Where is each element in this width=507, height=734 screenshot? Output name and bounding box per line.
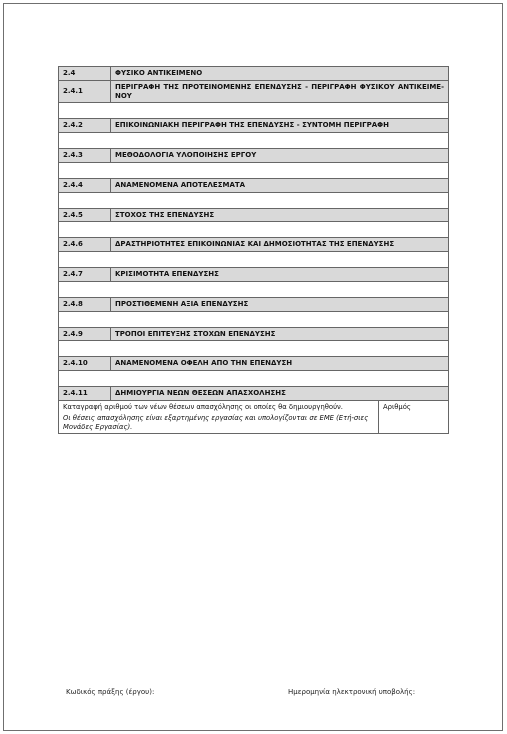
section-content-2-4-3 <box>59 162 449 178</box>
section-input-area[interactable] <box>59 341 449 357</box>
section-title: ΜΕΘΟΔΟΛΟΓΙΑ ΥΛΟΠΟΙΗΣΗΣ ΕΡΓΟΥ <box>111 149 449 163</box>
employment-note: Οι θέσεις απασχόλησης είναι εξαρτημένης εργασίας και υπολογίζονται σε ΕΜΕ (Ετή-σιες Μονάδες Εργασίας). <box>63 414 369 431</box>
section-number: 2.4.9 <box>59 327 111 341</box>
employment-count-label: Αριθμός <box>383 402 411 411</box>
main-section-title: ΦΥΣΙΚΟ ΑΝΤΙΚΕΙΜΕΝΟ <box>111 67 449 81</box>
section-row-2-4-7 <box>59 268 449 282</box>
section-row-2-4-8 <box>59 297 449 311</box>
section-input-area[interactable] <box>59 252 449 268</box>
section-content-2-4-6 <box>59 252 449 268</box>
section-content-2-4-10 <box>59 371 449 387</box>
section-row-2-4-10 <box>59 357 449 371</box>
submission-date-label: Ημερομηνία ηλεκτρονική υποβολής: <box>288 688 416 696</box>
section-content-2-4-9 <box>59 341 449 357</box>
section-title: ΣΤΟΧΟΣ ΤΗΣ ΕΠΕΝΔΥΣΗΣ <box>111 208 449 222</box>
section-input-area[interactable] <box>59 162 449 178</box>
section-row-2-4-3 <box>59 149 449 163</box>
section-number: 2.4.2 <box>59 119 111 133</box>
section-content-2-4-5 <box>59 222 449 238</box>
section-number: 2.4.4 <box>59 178 111 192</box>
section-title: ΠΕΡΙΓΡΑΦΗ ΤΗΣ ΠΡΟΤΕΙΝΟΜΕΝΗΣ ΕΠΕΝΔΥΣΗΣ - ΠΕΡΙΓΡΑΦΗ ΦΥΣΙΚΟΥ ΑΝΤΙΚΕΙΜΕ-ΝΟΥ <box>111 80 449 103</box>
section-number: 2.4.5 <box>59 208 111 222</box>
physical-object-form-table <box>58 66 449 434</box>
section-content-2-4-1 <box>59 103 449 119</box>
section-row-2-4-11 <box>59 387 449 401</box>
section-title: ΔΡΑΣΤΗΡΙΟΤΗΤΕΣ ΕΠΙΚΟΙΝΩΝΙΑΣ ΚΑΙ ΔΗΜΟΣΙΟΤΗΤΑΣ ΤΗΣ ΕΠΕΝΔΥΣΗΣ <box>111 238 449 252</box>
section-row-2-4-9 <box>59 327 449 341</box>
employment-row <box>59 400 449 433</box>
main-section-number: 2.4 <box>59 67 111 81</box>
employment-description-cell <box>59 400 379 433</box>
section-number: 2.4.11 <box>59 387 111 401</box>
section-row-2-4-1 <box>59 80 449 103</box>
main-section-header <box>59 67 449 81</box>
section-input-area[interactable] <box>59 192 449 208</box>
section-title: ΤΡΟΠΟΙ ΕΠΙΤΕΥΞΗΣ ΣΤΟΧΩΝ ΕΠΕΝΔΥΣΗΣ <box>111 327 449 341</box>
section-title: ΔΗΜΙΟΥΡΓΙΑ ΝΕΩΝ ΘΕΣΕΩΝ ΑΠΑΣΧΟΛΗΣΗΣ <box>111 387 449 401</box>
section-number: 2.4.7 <box>59 268 111 282</box>
section-title: ΚΡΙΣΙΜΟΤΗΤΑ ΕΠΕΝΔΥΣΗΣ <box>111 268 449 282</box>
section-input-area[interactable] <box>59 311 449 327</box>
project-code-label: Κωδικός πράξης (έργου): <box>66 688 155 696</box>
section-row-2-4-2 <box>59 119 449 133</box>
section-number: 2.4.6 <box>59 238 111 252</box>
section-number: 2.4.1 <box>59 80 111 103</box>
section-title: ΑΝΑΜΕΝΟΜΕΝΑ ΟΦΕΛΗ ΑΠΟ ΤΗΝ ΕΠΕΝΔΥΣΗ <box>111 357 449 371</box>
section-input-area[interactable] <box>59 133 449 149</box>
section-row-2-4-6 <box>59 238 449 252</box>
section-content-2-4-2 <box>59 133 449 149</box>
section-input-area[interactable] <box>59 281 449 297</box>
section-content-2-4-7 <box>59 281 449 297</box>
section-content-2-4-8 <box>59 311 449 327</box>
section-title: ΑΝΑΜΕΝΟΜΕΝΑ ΑΠΟΤΕΛΕΣΜΑΤΑ <box>111 178 449 192</box>
employment-description: Καταγραφή αριθμού των νέων θέσεων απασχόλησης οι οποίες θα δημιουργηθούν. <box>63 402 343 411</box>
section-number: 2.4.8 <box>59 297 111 311</box>
section-number: 2.4.10 <box>59 357 111 371</box>
section-row-2-4-5 <box>59 208 449 222</box>
section-number: 2.4.3 <box>59 149 111 163</box>
section-row-2-4-4 <box>59 178 449 192</box>
section-input-area[interactable] <box>59 371 449 387</box>
section-title: ΕΠΙΚΟΙΝΩΝΙΑΚΗ ΠΕΡΙΓΡΑΦΗ ΤΗΣ ΕΠΕΝΔΥΣΗΣ - ΣΥΝΤΟΜΗ ΠΕΡΙΓΡΑΦΗ <box>111 119 449 133</box>
section-input-area[interactable] <box>59 222 449 238</box>
section-title: ΠΡΟΣΤΙΘΕΜΕΝΗ ΑΞΙΑ ΕΠΕΝΔΥΣΗΣ <box>111 297 449 311</box>
employment-count-cell[interactable] <box>379 400 449 433</box>
section-input-area[interactable] <box>59 103 449 119</box>
section-content-2-4-4 <box>59 192 449 208</box>
